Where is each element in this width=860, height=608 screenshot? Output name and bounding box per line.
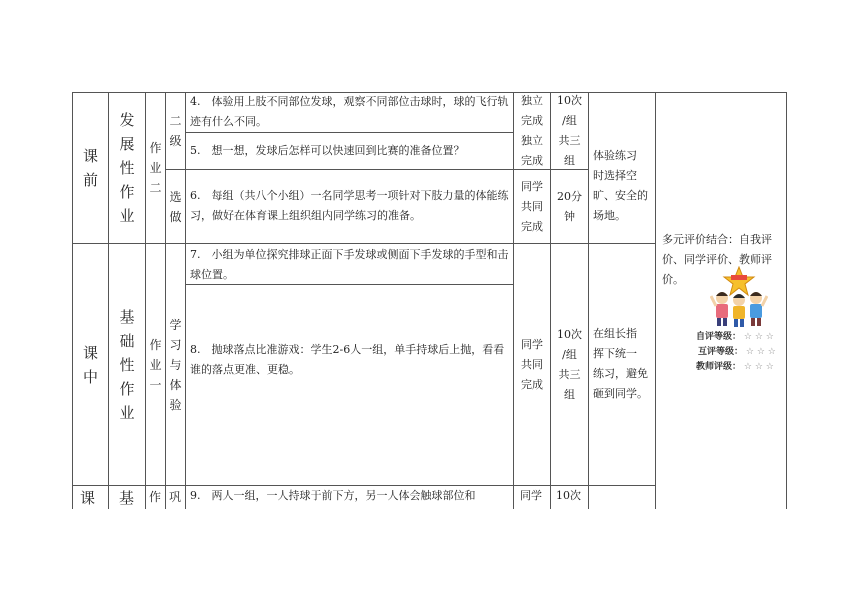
item8-text: 8. 抛球落点比准游戏：学生2-6人一组，单手持球后上抛，看看谁的落点更准、更稳。 [190,343,505,376]
students-illustration [710,266,768,328]
homework-no-after: 作 [149,490,162,504]
time-label-b: 20分 钟 [557,189,582,223]
level-label-after: 巩 [169,490,182,504]
category-label-after: 基 [119,489,135,507]
time-label-during: 10次 /组 共三 组 [557,327,582,401]
item7-text: 7. 小组为单位探究排球正面下手发球或侧面下手发球的手型和击球位置。 [190,248,509,281]
teacher-rating-row: 教师评级： ☆ ☆ ☆ [696,362,774,372]
homework-no-before: 作 业 二 [149,141,162,195]
time-label-a: 10次 /组 共三 组 [557,94,582,167]
student-middle-icon [733,294,745,327]
mode-label-after: 同学 [520,489,542,502]
note-during: 在组长指 挥下统一 练习，避免 砸到同学。 [593,327,648,400]
mode-label-a: 独立 完成 独立 完成 [521,94,543,167]
category-label-before: 发 展 性 作 业 [119,111,135,225]
homework-no-during: 作 业 一 [149,337,162,392]
note-cell-after [588,485,656,509]
evaluation-text: 多元评价结合：自我评价、同学评价、教师评价。 [662,233,772,286]
student-left-icon [711,292,728,326]
self-rating-stars[interactable]: ☆ ☆ ☆ [743,332,774,342]
teacher-rating-stars[interactable]: ☆ ☆ ☆ [743,362,774,372]
time-label-after: 10次 [556,489,581,502]
star-medal-icon [724,267,754,295]
mode-label-b: 同学 共同 完成 [521,179,543,233]
level-two-label: 二 级 [169,114,182,148]
note-before: 体验练习 时选择空 旷、安全的 场地。 [593,149,648,222]
item9-text: 9. 两人一组，一人持球于前下方，另一人体会触球部位和 [190,489,476,502]
item5-text: 5. 想一想，发球后怎样可以快速回到比赛的准备位置？ [190,144,465,157]
self-rating-row: 自评等级： ☆ ☆ ☆ [696,332,774,342]
category-label-during: 基 础 性 作 业 [119,307,135,422]
evaluation-cell-after [655,485,787,509]
student-right-icon [750,292,767,326]
peer-rating-row: 互评等级： ☆ ☆ ☆ [698,347,776,357]
level-optional-label: 选 做 [169,189,182,224]
peer-rating-stars[interactable]: ☆ ☆ ☆ [745,347,776,357]
phase-label-before: 课 前 [82,147,98,189]
item8-cell [185,284,514,486]
phase-label-during: 课 中 [82,343,98,386]
mode-label-during: 同学 共同 完成 [521,337,543,391]
level-label-during: 学 习 与 体 验 [169,317,182,412]
item6-text: 6. 每组（共八个小组）一名同学思考一项针对下肢力量的体能练习，做好在体育课上组织组内同学练习的准备。 [190,189,509,222]
item4-text: 4. 体验用上肢不同部位发球，观察不同部位击球时，球的飞行轨迹有什么不同。 [190,95,509,128]
phase-label-after: 课 [80,489,96,507]
